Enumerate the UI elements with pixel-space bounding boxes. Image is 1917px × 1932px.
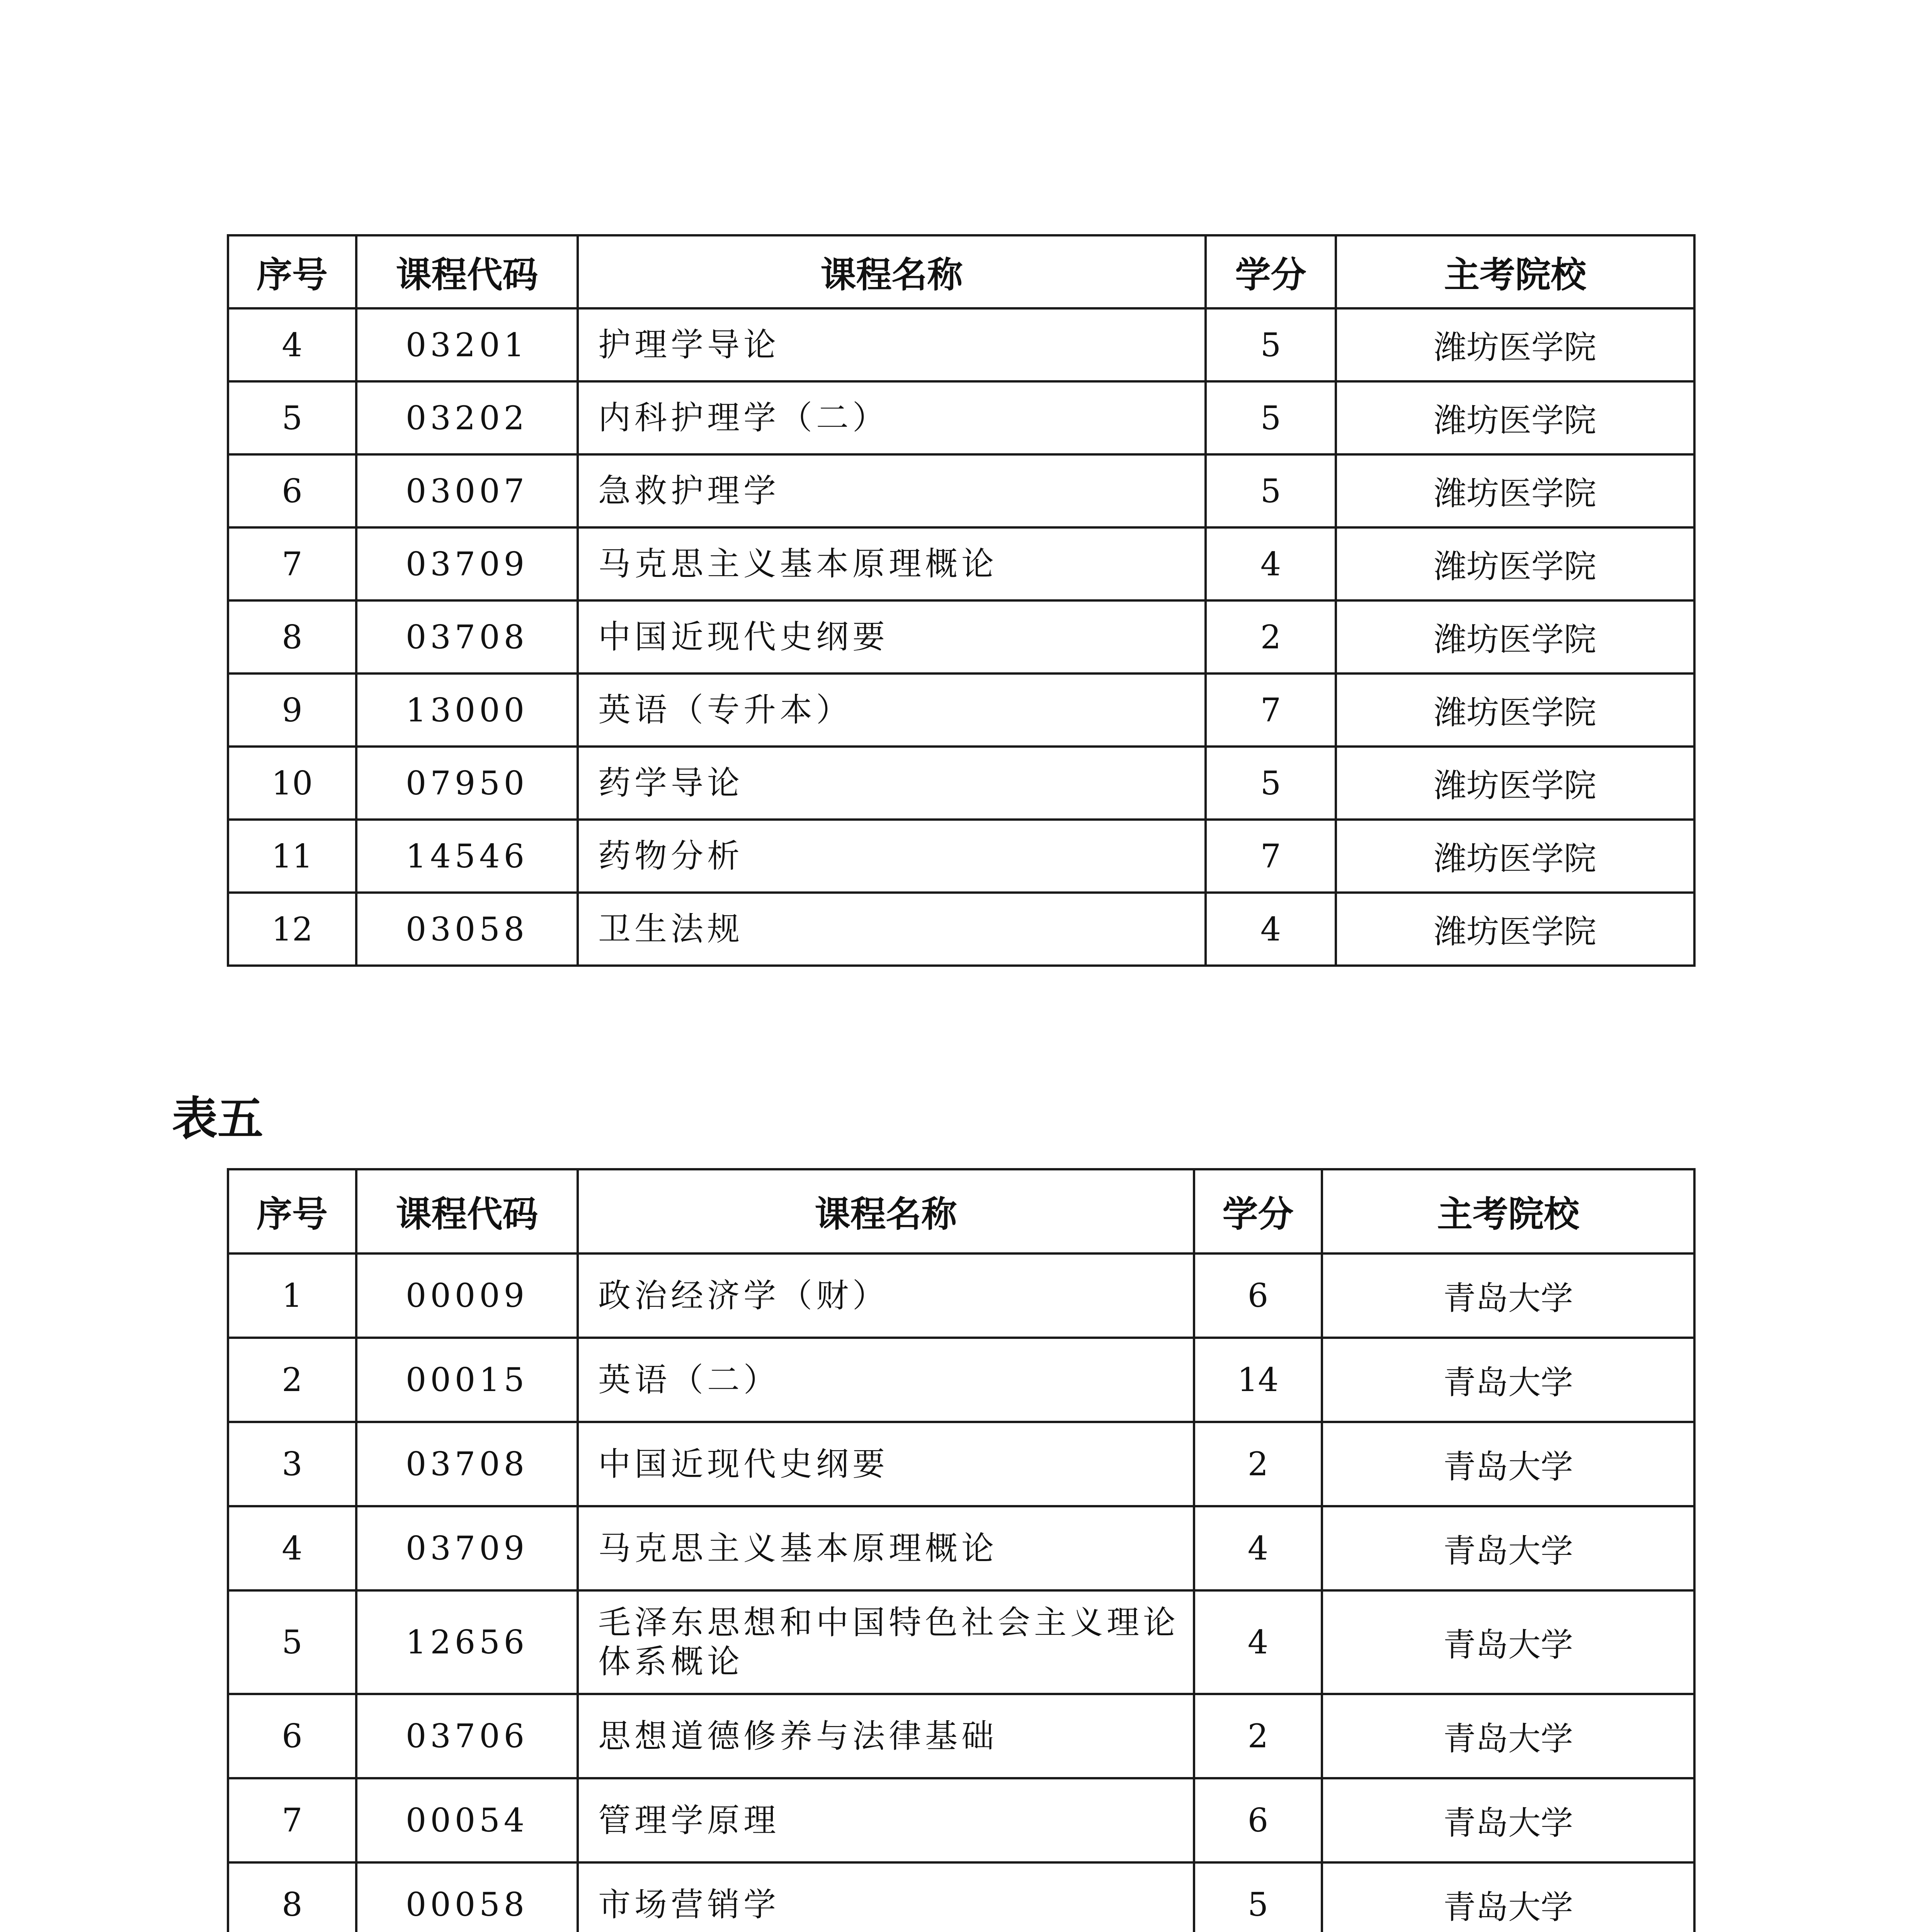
table-row [228,893,1694,966]
cell-no: 8 [228,1862,356,1932]
table-row [228,747,1694,820]
header-credits: 学分 [1206,235,1336,308]
cell-no: 7 [228,527,356,600]
cell-school: 潍坊医学院 [1336,820,1694,893]
cell-school: 潍坊医学院 [1336,673,1694,747]
cell-name: 马克思主义基本原理概论 [578,1506,1194,1590]
header-school: 主考院校 [1322,1169,1694,1253]
cell-no: 6 [228,454,356,527]
table-row [228,381,1694,454]
cell-credits: 4 [1194,1590,1322,1694]
cell-code: 03201 [356,308,578,381]
header-code: 课程代码 [356,1169,578,1253]
cell-code: 07950 [356,747,578,820]
cell-name: 卫生法规 [578,893,1206,966]
cell-code: 03708 [356,1422,578,1506]
cell-code: 00009 [356,1253,578,1338]
cell-no: 3 [228,1422,356,1506]
cell-school: 潍坊医学院 [1336,527,1694,600]
table-row [228,308,1694,381]
cell-credits: 6 [1194,1253,1322,1338]
cell-code: 03202 [356,381,578,454]
cell-name: 护理学导论 [578,308,1206,381]
table-row [228,1862,1694,1932]
cell-school: 潍坊医学院 [1336,454,1694,527]
header-no: 序号 [228,235,356,308]
cell-name: 内科护理学（二） [578,381,1206,454]
cell-code: 03709 [356,1506,578,1590]
cell-name: 市场营销学 [578,1862,1194,1932]
cell-credits: 2 [1206,600,1336,673]
cell-name: 中国近现代史纲要 [578,600,1206,673]
cell-school: 潍坊医学院 [1336,308,1694,381]
cell-credits: 14 [1194,1338,1322,1422]
cell-no: 11 [228,820,356,893]
table-row [228,527,1694,600]
cell-code: 00015 [356,1338,578,1422]
cell-name: 思想道德修养与法律基础 [578,1694,1194,1778]
cell-school: 潍坊医学院 [1336,381,1694,454]
table-row [228,1778,1694,1862]
table-row [228,673,1694,747]
cell-credits: 5 [1206,308,1336,381]
cell-name: 毛泽东思想和中国特色社会主义理论体系概论 [578,1590,1194,1694]
cell-code: 14546 [356,820,578,893]
course-table-5 [227,1168,1696,1932]
cell-name: 马克思主义基本原理概论 [578,527,1206,600]
table-5-title: 表五 [172,1092,264,1145]
table-row [228,600,1694,673]
cell-code: 00054 [356,1778,578,1862]
cell-school: 青岛大学 [1322,1253,1694,1338]
cell-credits: 5 [1206,747,1336,820]
cell-credits: 5 [1194,1862,1322,1932]
cell-no: 12 [228,893,356,966]
cell-no: 1 [228,1253,356,1338]
cell-school: 潍坊医学院 [1336,893,1694,966]
cell-credits: 5 [1206,381,1336,454]
cell-school: 青岛大学 [1322,1862,1694,1932]
cell-no: 4 [228,1506,356,1590]
cell-no: 9 [228,673,356,747]
course-table-4 [227,234,1696,967]
table-row [228,1338,1694,1422]
cell-no: 7 [228,1778,356,1862]
cell-no: 5 [228,1590,356,1694]
cell-school: 青岛大学 [1322,1694,1694,1778]
cell-code: 13000 [356,673,578,747]
cell-no: 10 [228,747,356,820]
cell-credits: 2 [1194,1422,1322,1506]
cell-credits: 5 [1206,454,1336,527]
cell-no: 2 [228,1338,356,1422]
table-row [228,1422,1694,1506]
table-row [228,1694,1694,1778]
table-row [228,454,1694,527]
cell-no: 4 [228,308,356,381]
table-row [228,1253,1694,1338]
cell-code: 03007 [356,454,578,527]
cell-credits: 6 [1194,1778,1322,1862]
cell-school: 青岛大学 [1322,1338,1694,1422]
table-header-row [228,1169,1694,1253]
cell-code: 03709 [356,527,578,600]
cell-name: 政治经济学（财） [578,1253,1194,1338]
cell-no: 5 [228,381,356,454]
cell-name: 急救护理学 [578,454,1206,527]
table-row [228,1590,1694,1694]
cell-name: 药学导论 [578,747,1206,820]
header-no: 序号 [228,1169,356,1253]
cell-school: 青岛大学 [1322,1590,1694,1694]
cell-name: 中国近现代史纲要 [578,1422,1194,1506]
header-code: 课程代码 [356,235,578,308]
cell-no: 8 [228,600,356,673]
cell-school: 潍坊医学院 [1336,747,1694,820]
cell-no: 6 [228,1694,356,1778]
table-header-row [228,235,1694,308]
cell-credits: 4 [1194,1506,1322,1590]
cell-code: 00058 [356,1862,578,1932]
cell-school: 青岛大学 [1322,1778,1694,1862]
cell-credits: 7 [1206,673,1336,747]
header-school: 主考院校 [1336,235,1694,308]
cell-school: 青岛大学 [1322,1506,1694,1590]
cell-school: 潍坊医学院 [1336,600,1694,673]
cell-credits: 4 [1206,527,1336,600]
cell-credits: 2 [1194,1694,1322,1778]
header-name: 课程名称 [578,235,1206,308]
cell-name: 药物分析 [578,820,1206,893]
cell-name: 管理学原理 [578,1778,1194,1862]
table-row [228,820,1694,893]
cell-code: 12656 [356,1590,578,1694]
cell-code: 03058 [356,893,578,966]
cell-code: 03708 [356,600,578,673]
header-credits: 学分 [1194,1169,1322,1253]
cell-name: 英语（专升本） [578,673,1206,747]
table-row [228,1506,1694,1590]
cell-name: 英语（二） [578,1338,1194,1422]
cell-credits: 7 [1206,820,1336,893]
cell-school: 青岛大学 [1322,1422,1694,1506]
header-name: 课程名称 [578,1169,1194,1253]
cell-code: 03706 [356,1694,578,1778]
cell-credits: 4 [1206,893,1336,966]
